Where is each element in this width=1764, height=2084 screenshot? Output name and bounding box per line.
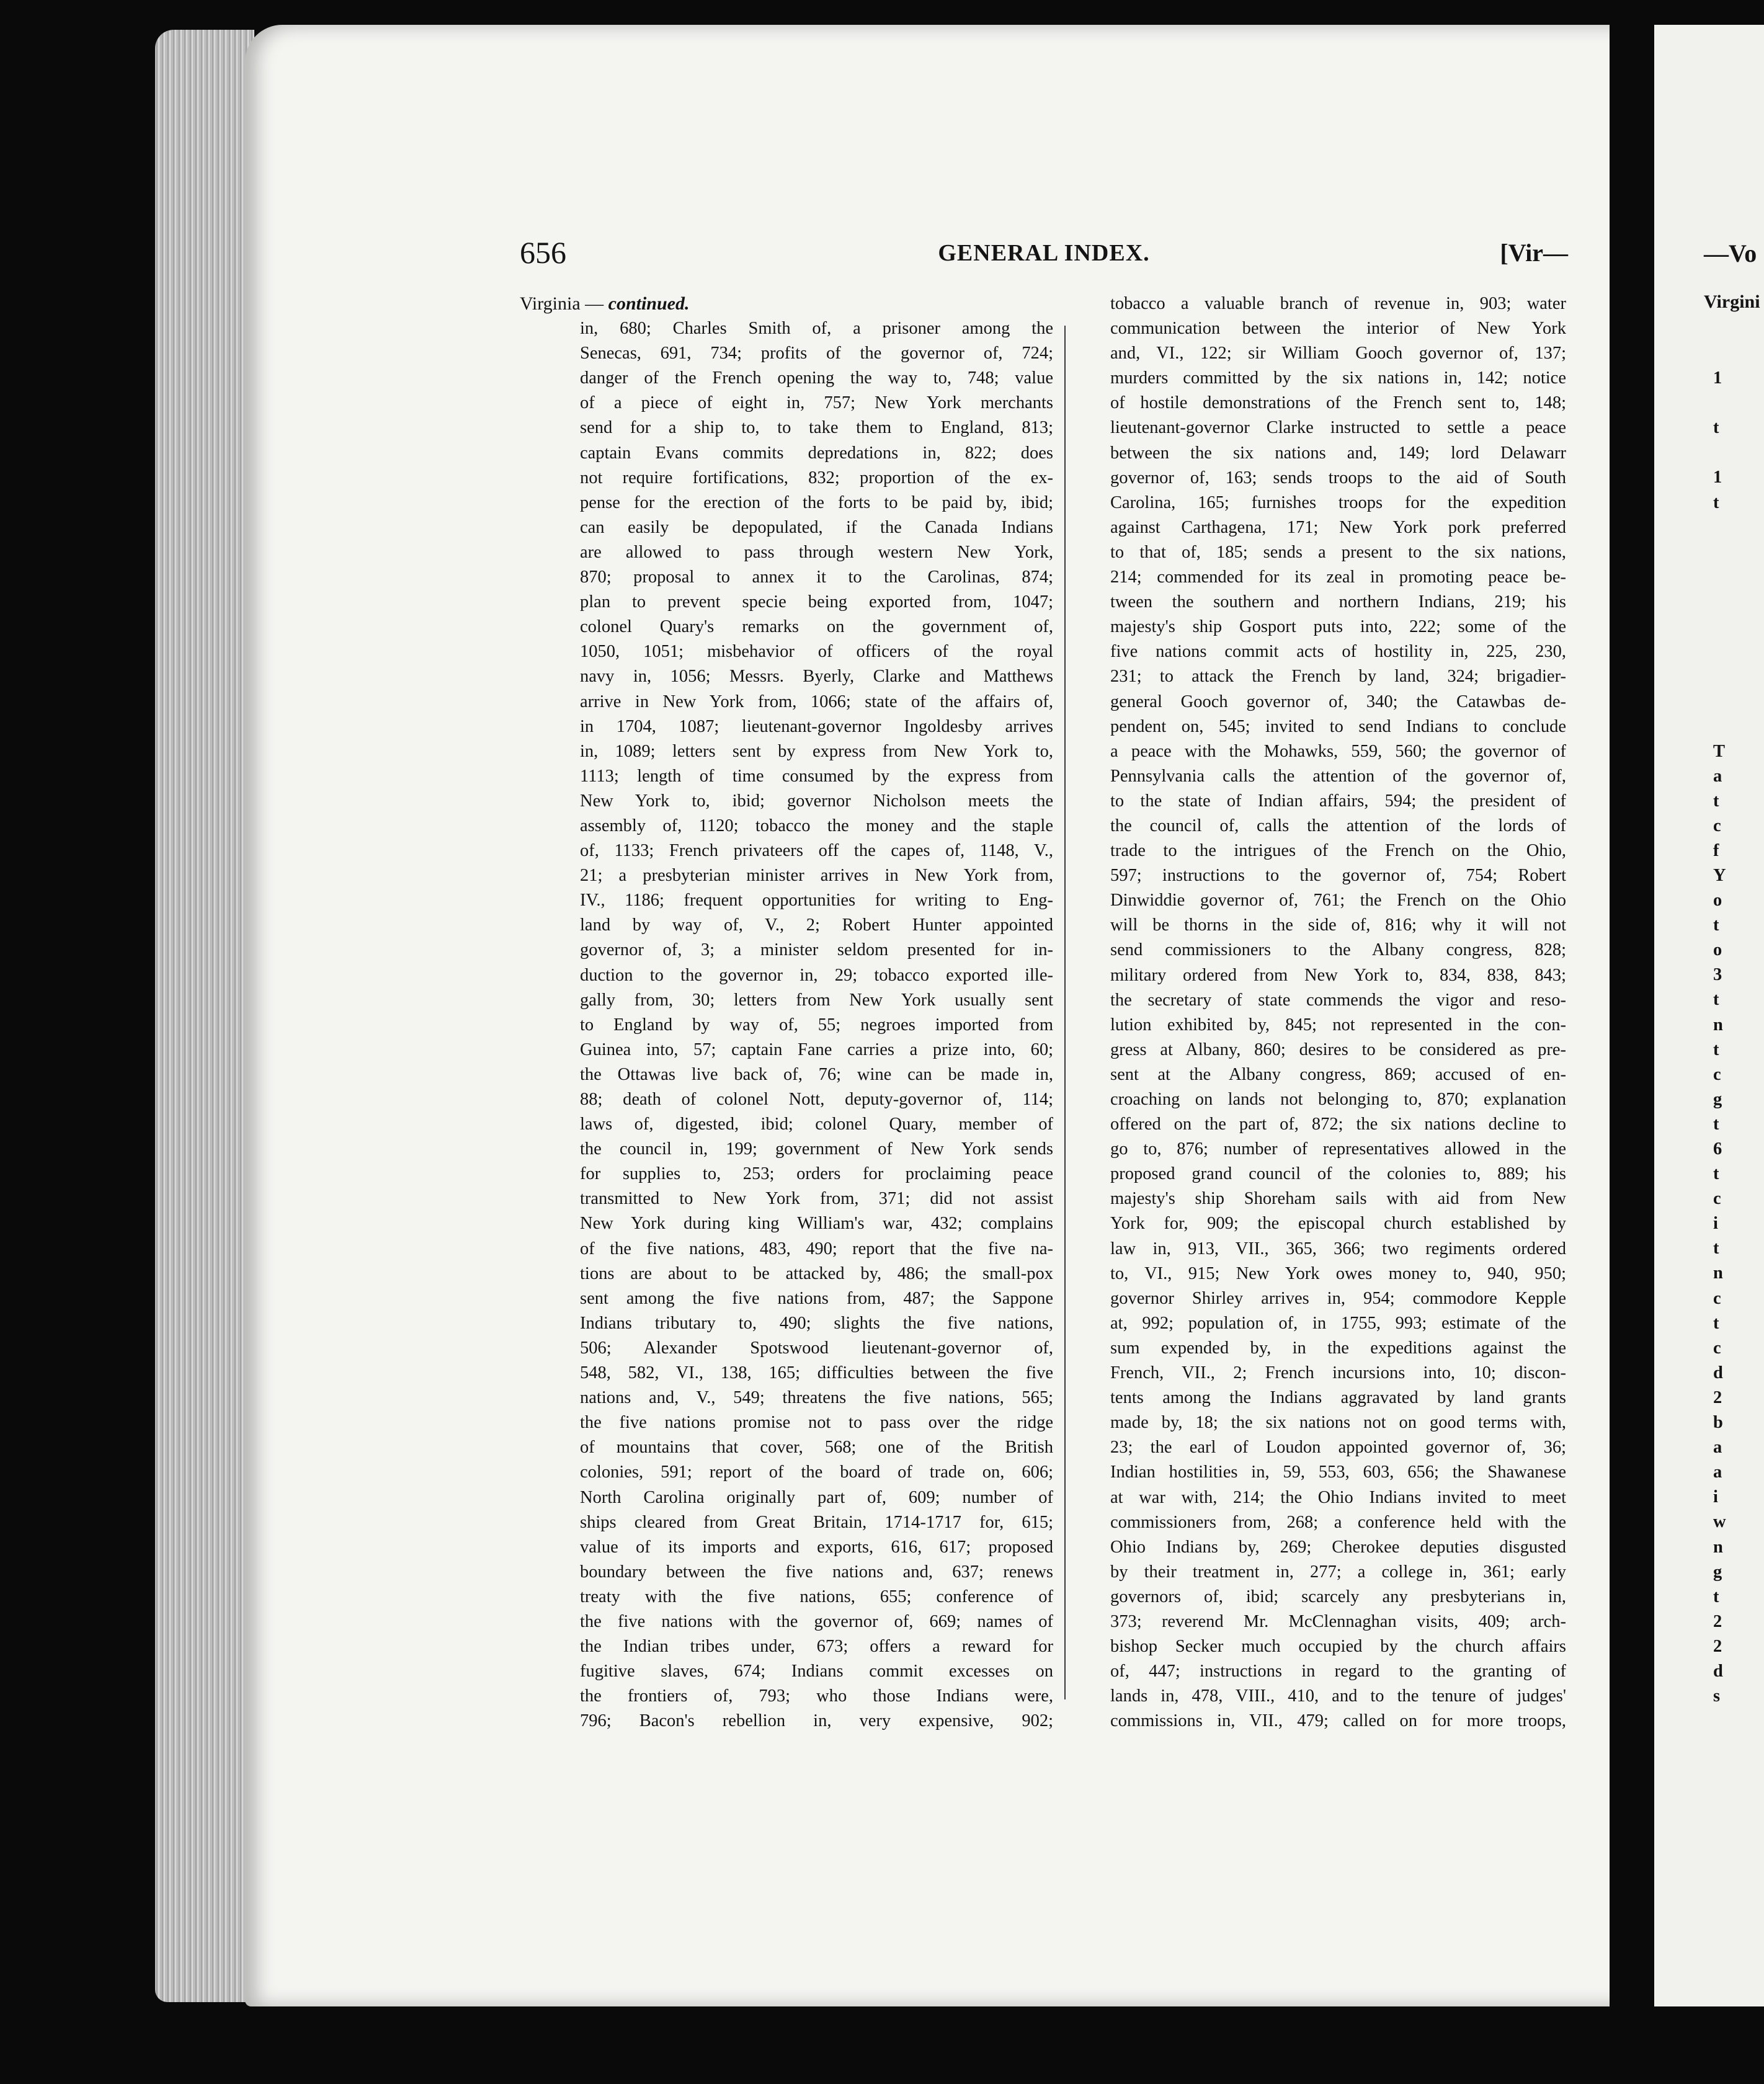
index-line: by their treatment in, 277; a college in, 361; early: [1110, 1562, 1566, 1582]
index-line: [1713, 440, 1726, 465]
index-line: t: [1713, 492, 1719, 512]
index-line: the five nations with the governor of, 669; names of: [580, 1611, 1053, 1631]
index-line: at war with, 214; the Ohio Indians invited to meet: [1110, 1487, 1566, 1507]
index-line: gally from, 30; letters from New York usually sent: [580, 990, 1053, 1010]
index-line: tobacco a valuable branch of revenue in, 903; water: [1110, 294, 1566, 313]
index-line: the five nations promise not to pass over the ridge: [580, 1413, 1053, 1433]
next-page-lines: [1713, 341, 1726, 1709]
running-title: GENERAL INDEX.: [938, 240, 1150, 266]
index-line: [1713, 664, 1726, 689]
index-line: Pennsylvania calls the attention of the governor of,: [1110, 766, 1566, 786]
index-entry-left: [520, 316, 1053, 1734]
index-line: 2: [1713, 1387, 1722, 1407]
index-line: lands in, 478, VIII., 410, and to the tenure of judges': [1110, 1686, 1566, 1706]
index-line: Carolina, 165; furnishes troops for the expedition: [1110, 492, 1566, 512]
index-line: b: [1713, 1413, 1723, 1433]
index-line: trade to the intrigues of the French on the Ohio,: [1110, 841, 1566, 861]
index-line: plan to prevent specie being exported from, 1047;: [580, 592, 1053, 612]
index-line: land by way of, V., 2; Robert Hunter appointed: [580, 915, 1053, 935]
index-line: croaching on lands not belonging to, 870; explanation: [1110, 1090, 1566, 1109]
index-line: boundary between the five nations and, 637; renews: [580, 1562, 1053, 1582]
index-line: ships cleared from Great Britain, 1714-1717 for, 615;: [580, 1512, 1053, 1532]
index-line: IV., 1186; frequent opportunities for writing to Eng-: [580, 891, 1053, 911]
index-line: in, 1089; letters sent by express from New York to,: [580, 741, 1053, 761]
index-line: captain Evans commits depredations in, 822; does: [580, 443, 1053, 463]
index-line: a peace with the Mohawks, 559, 560; the governor of: [1110, 741, 1566, 761]
index-line: Dinwiddie governor of, 761; the French on the Ohio: [1110, 891, 1566, 911]
index-line: t: [1713, 1587, 1719, 1606]
index-line: n: [1713, 1263, 1723, 1283]
index-line: to, VI., 915; New York owes money to, 940, 950;: [1110, 1263, 1566, 1283]
index-line: the secretary of state commends the vigor and reso-: [1110, 990, 1566, 1010]
index-line: i: [1713, 1214, 1718, 1234]
index-line: the Ottawas live back of, 76; wine can be made in,: [580, 1064, 1053, 1084]
index-line: against Carthagena, 171; New York pork preferred: [1110, 517, 1566, 537]
index-line: duction to the governor in, 29; tobacco exported ille-: [580, 965, 1053, 985]
index-line: of a piece of eight in, 757; New York merchants: [580, 393, 1053, 413]
index-line: for supplies to, 253; orders for proclaiming peace: [580, 1164, 1053, 1184]
index-line: 597; instructions to the governor of, 754; Robert: [1110, 866, 1566, 886]
index-line: to that of, 185; sends a present to the six nations,: [1110, 542, 1566, 562]
index-line: law in, 913, VII., 365, 366; two regiments ordered: [1110, 1239, 1566, 1258]
index-line: n: [1713, 1537, 1723, 1557]
index-line: 373; reverend Mr. McClennaghan visits, 409; arch-: [1110, 1611, 1566, 1631]
index-line: 21; a presbyterian minister arrives in New York from,: [580, 866, 1053, 886]
index-line: send for a ship to, to take them to England, 813;: [580, 418, 1053, 438]
index-line: communication between the interior of New York: [1110, 319, 1566, 339]
index-line: in 1704, 1087; lieutenant-governor Ingoldesby arrives: [580, 716, 1053, 736]
index-line: o: [1713, 940, 1722, 960]
index-line: t: [1713, 791, 1719, 811]
index-line: the Indian tribes under, 673; offers a reward for: [580, 1637, 1053, 1657]
index-line: sent at the Albany congress, 869; accused of en-: [1110, 1064, 1566, 1084]
index-line: 1: [1713, 468, 1722, 488]
index-line: tions are about to be attacked by, 486; the small-pox: [580, 1263, 1053, 1283]
index-line: the council in, 199; government of New York sends: [580, 1139, 1053, 1159]
index-line: governor of, 3; a minister seldom presented for in-: [580, 940, 1053, 960]
index-line: tents among the Indians aggravated by land grants: [1110, 1388, 1566, 1408]
index-line: t: [1713, 1040, 1719, 1059]
index-line: 3: [1713, 965, 1722, 985]
index-line: laws of, digested, ibid; colonel Quary, member of: [580, 1115, 1053, 1134]
index-line: t: [1713, 1114, 1719, 1134]
index-line: go to, 876; number of representatives allowed in the: [1110, 1139, 1566, 1159]
index-line: Indian hostilities in, 59, 553, 603, 656; the Shawanese: [1110, 1463, 1566, 1482]
index-line: d: [1713, 1363, 1723, 1383]
index-line: assembly of, 1120; tobacco the money and the staple: [580, 816, 1053, 835]
index-line: five nations commit acts of hostility in, 225, 230,: [1110, 642, 1566, 662]
index-line: t: [1713, 915, 1719, 935]
index-line: g: [1713, 1562, 1722, 1582]
index-line: gress at Albany, 860; desires to be considered as pre-: [1110, 1040, 1566, 1059]
index-line: value of its imports and exports, 616, 617; proposed: [580, 1537, 1053, 1557]
index-line: Guinea into, 57; captain Fane carries a prize into, 60;: [580, 1040, 1053, 1059]
index-line: t: [1713, 1239, 1719, 1258]
index-line: [1713, 639, 1726, 664]
index-line: 2: [1713, 1611, 1722, 1631]
index-line: lieutenant-governor Clarke instructed to settle a peace: [1110, 418, 1566, 438]
page-header: [520, 234, 1568, 278]
index-line: tween the southern and northern Indians, 219; his: [1110, 592, 1566, 612]
next-page-header: —Vo: [1704, 239, 1757, 267]
index-line: c: [1713, 1288, 1721, 1308]
index-line: [1713, 341, 1726, 366]
index-line: arrive in New York from, 1066; state of the affairs of,: [580, 692, 1053, 711]
index-line: of hostile demonstrations of the French sent to, 148;: [1110, 393, 1566, 413]
index-line: murders committed by the six nations in, 142; notice: [1110, 368, 1566, 388]
index-line: c: [1713, 1338, 1721, 1358]
index-line: New York during king William's war, 432; complains: [580, 1214, 1053, 1234]
index-line: at, 992; population of, in 1755, 993; estimate of the: [1110, 1313, 1566, 1333]
index-line: o: [1713, 891, 1722, 911]
index-line: commissions in, VII., 479; called on for more troops,: [1110, 1711, 1566, 1731]
index-line: i: [1713, 1487, 1718, 1507]
index-line: New York to, ibid; governor Nicholson meets the: [580, 791, 1053, 811]
index-line: navy in, 1056; Messrs. Byerly, Clarke and Matthews: [580, 667, 1053, 687]
index-line: colonies, 591; report of the board of trade on, 606;: [580, 1463, 1053, 1482]
index-line: offered on the part of, 872; the six nations decline to: [1110, 1115, 1566, 1134]
index-heading-continued: continued.: [608, 293, 690, 314]
index-line: s: [1713, 1686, 1721, 1706]
index-line: can easily be depopulated, if the Canada Indians: [580, 517, 1053, 537]
index-line: [1713, 540, 1726, 565]
index-line: are allowed to pass through western New York,: [580, 542, 1053, 562]
index-line: majesty's ship Shoreham sails with aid from New: [1110, 1189, 1566, 1209]
index-line: of mountains that cover, 568; one of the British: [580, 1438, 1053, 1458]
index-line: c: [1713, 816, 1721, 835]
index-line: the council of, calls the attention of the lords of: [1110, 816, 1566, 835]
index-line: and, VI., 122; sir William Gooch governor of, 137;: [1110, 344, 1566, 363]
index-line: 796; Bacon's rebellion in, very expensive, 902;: [580, 1711, 1053, 1731]
index-line: lution exhibited by, 845; not represented in the con-: [1110, 1015, 1566, 1035]
index-line: commissioners from, 268; a conference held with the: [1110, 1512, 1566, 1532]
index-line: t: [1713, 1164, 1719, 1184]
index-line: Ohio Indians by, 269; Cherokee deputies disgusted: [1110, 1537, 1566, 1557]
index-line: Senecas, 691, 734; profits of the governor of, 724;: [580, 344, 1053, 363]
index-line: g: [1713, 1089, 1722, 1109]
index-line: 1: [1713, 368, 1722, 388]
index-line: treaty with the five nations, 655; conference of: [580, 1587, 1053, 1606]
index-line: [1713, 565, 1726, 590]
index-line: governor Shirley arrives in, 954; commodore Kepple: [1110, 1288, 1566, 1308]
index-column-right: [1110, 292, 1566, 1734]
index-line: sent among the five nations from, 487; the Sappone: [580, 1288, 1053, 1308]
index-line: 88; death of colonel Nott, deputy-governor of, 114;: [580, 1090, 1053, 1109]
index-line: [1713, 689, 1726, 714]
index-line: [1713, 714, 1726, 739]
index-line: f: [1713, 840, 1719, 860]
page-edge: [155, 30, 254, 2002]
index-line: a: [1713, 1438, 1722, 1458]
index-line: 2: [1713, 1636, 1722, 1656]
index-line: of the five nations, 483, 490; report that the five na-: [580, 1239, 1053, 1258]
book-gutter: [1610, 25, 1654, 2006]
index-line: the frontiers of, 793; who those Indians were,: [580, 1686, 1053, 1706]
index-line: pendent on, 545; invited to send Indians to conclude: [1110, 716, 1566, 736]
index-line: send commissioners to the Albany congress, 828;: [1110, 940, 1566, 960]
index-line: bishop Secker much occupied by the church affairs: [1110, 1637, 1566, 1657]
next-page-heading: Virgini: [1704, 292, 1760, 312]
next-page-fragment: [1654, 25, 1764, 2006]
index-line: of, 1133; French privateers off the capes of, 1148, V.,: [580, 841, 1053, 861]
index-heading-term: Virginia —: [520, 293, 604, 314]
index-line: c: [1713, 1189, 1721, 1209]
index-line: 506; Alexander Spotswood lieutenant-governor of,: [580, 1338, 1053, 1358]
index-line: colonel Quary's remarks on the government of,: [580, 617, 1053, 637]
index-line: nations and, V., 549; threatens the five nations, 565;: [580, 1388, 1053, 1408]
index-line: n: [1713, 1015, 1723, 1035]
index-line: of, 447; instructions in regard to the granting of: [1110, 1662, 1566, 1681]
index-line: governor of, 163; sends troops to the aid of South: [1110, 468, 1566, 488]
index-line: [1713, 590, 1726, 615]
index-line: will be thorns in the side of, 816; why it will not: [1110, 915, 1566, 935]
index-line: 231; to attack the French by land, 324; brigadier-: [1110, 667, 1566, 687]
index-heading: [520, 292, 1053, 316]
page-number: 656: [520, 235, 566, 270]
index-line: 1050, 1051; misbehavior of officers of the royal: [580, 642, 1053, 662]
index-line: t: [1713, 990, 1719, 1010]
index-line: 870; proposal to annex it to the Carolinas, 874;: [580, 568, 1053, 587]
index-line: in, 680; Charles Smith of, a prisoner among the: [580, 319, 1053, 339]
index-line: a: [1713, 766, 1722, 786]
index-line: not require fortifications, 832; proportion of the ex-: [580, 468, 1053, 488]
index-line: d: [1713, 1661, 1723, 1681]
index-line: 548, 582, VI., 138, 165; difficulties between the five: [580, 1363, 1053, 1383]
index-line: c: [1713, 1064, 1721, 1084]
index-line: [1713, 515, 1726, 540]
index-line: danger of the French opening the way to, 748; value: [580, 368, 1053, 388]
index-line: to England by way of, 55; negroes imported from: [580, 1015, 1053, 1035]
index-line: sum expended by, in the expeditions against the: [1110, 1338, 1566, 1358]
index-line: w: [1713, 1512, 1726, 1532]
index-line: 1113; length of time consumed by the express from: [580, 766, 1053, 786]
index-line: 23; the earl of Loudon appointed governor of, 36;: [1110, 1438, 1566, 1458]
index-line: between the six nations and, 149; lord Delawarr: [1110, 443, 1566, 463]
index-line: North Carolina originally part of, 609; number of: [580, 1487, 1053, 1507]
index-line: fugitive slaves, 674; Indians commit excesses on: [580, 1662, 1053, 1681]
index-line: proposed grand council of the colonies to, 889; his: [1110, 1164, 1566, 1184]
index-line: [1713, 391, 1726, 416]
index-line: T: [1713, 741, 1726, 761]
index-line: French, VII., 2; French incursions into, 10; discon-: [1110, 1363, 1566, 1383]
index-line: pense for the erection of the forts to be paid by, ibid;: [580, 492, 1053, 512]
column-divider: [1064, 326, 1066, 1699]
index-line: Indians tributary to, 490; slights the five nations,: [580, 1313, 1053, 1333]
index-line: transmitted to New York from, 371; did not assist: [580, 1189, 1053, 1209]
index-column-left: [520, 292, 1053, 1734]
section-marker: [Vir—: [1500, 239, 1568, 267]
index-line: York for, 909; the episcopal church established by: [1110, 1214, 1566, 1234]
index-line: Y: [1713, 865, 1726, 885]
index-line: t: [1713, 1313, 1719, 1333]
index-line: [1713, 615, 1726, 639]
index-line: military ordered from New York to, 834, 838, 843;: [1110, 965, 1566, 985]
index-line: to the state of Indian affairs, 594; the president of: [1110, 791, 1566, 811]
index-line: majesty's ship Gosport puts into, 222; some of the: [1110, 617, 1566, 637]
index-line: general Gooch governor of, 340; the Catawbas de-: [1110, 692, 1566, 711]
index-line: t: [1713, 418, 1719, 438]
index-line: governors of, ibid; scarcely any presbyterians in,: [1110, 1587, 1566, 1606]
index-line: 6: [1713, 1139, 1722, 1159]
index-line: a: [1713, 1463, 1722, 1482]
index-line: made by, 18; the six nations not on good terms with,: [1110, 1413, 1566, 1433]
index-line: 214; commended for its zeal in promoting peace be-: [1110, 568, 1566, 587]
